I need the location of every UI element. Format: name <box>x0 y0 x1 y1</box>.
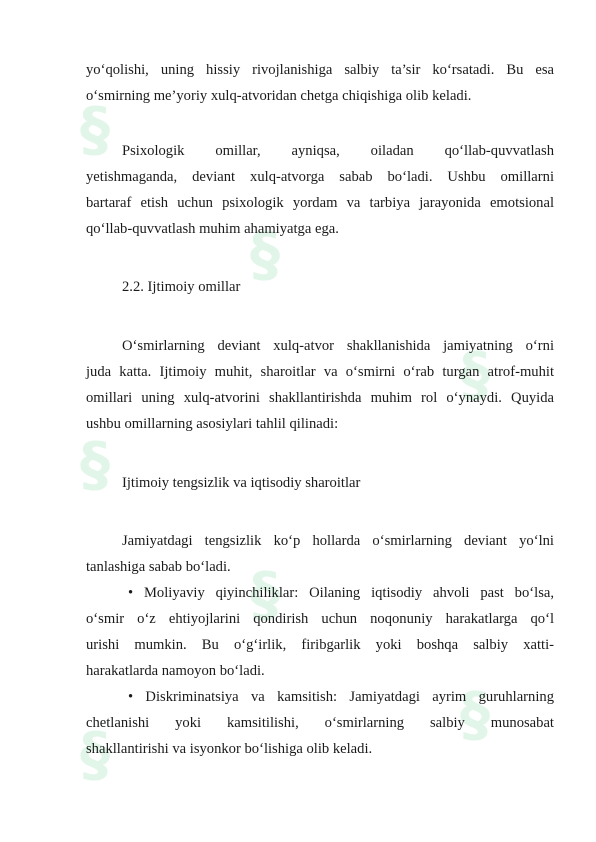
text-line: ushbu omillarning asosiylari tahlil qilinadi: <box>86 416 339 432</box>
text-line: urishi mumkin. Bu o‘g‘irlik, firibgarlik yoki boshqa salbiy xatti- <box>86 637 554 653</box>
bullet-item-discrimination <box>86 684 554 762</box>
watermark-logo-icon: § <box>80 95 110 165</box>
paragraph-2 <box>86 138 554 242</box>
text-line: Jamiyatdagi tengsizlik ko‘p hollarda o‘smirlarning deviant yo‘lni <box>122 533 554 549</box>
text-line: chetlanishi yoki kamsitilishi, o‘smirlarning salbiy munosabat <box>86 715 554 731</box>
text-line: • Moliyaviy qiyinchiliklar: Oilaning iqtisodiy ahvoli past bo‘lsa, <box>128 585 554 601</box>
text-line: qo‘llab-quvvatlash muhim ahamiyatga ega. <box>86 221 339 237</box>
watermark-logo-icon: § <box>460 340 490 410</box>
text-line: • Diskriminatsiya va kamsitish: Jamiyatdagi ayrim guruhlarning <box>128 689 554 705</box>
text-line: omillari uning xulq-atvorini shakllantirishda muhim rol o‘ynaydi. Quyida <box>86 390 554 406</box>
text-line: O‘smirlarning deviant xulq-atvor shakllanishida jamiyatning o‘rni <box>122 338 554 354</box>
section-heading <box>86 274 554 300</box>
bullet-item-financial <box>86 580 554 684</box>
paragraph-3 <box>86 333 554 437</box>
text-line: o‘smirning me’yoriy xulq-atvoridan chetga chiqishiga olib keladi. <box>86 88 472 104</box>
paragraph-1 <box>86 57 554 109</box>
text-line: yetishmaganda, deviant xulq-atvorga sabab bo‘ladi. Ushbu omillarni <box>86 169 554 185</box>
text-line: tanlashiga sabab bo‘ladi. <box>86 559 231 575</box>
text-line: Psixologik omillar, ayniqsa, oiladan qo‘llab-quvvatlash <box>122 143 554 159</box>
text-line: juda katta. Ijtimoiy muhit, sharoitlar va o‘smirni o‘rab turgan atrof-muhit <box>86 364 554 380</box>
watermark-logo-icon: § <box>250 220 280 290</box>
paragraph-4 <box>86 528 554 580</box>
subsection-heading <box>86 470 554 496</box>
watermark-logo-icon: § <box>80 720 110 790</box>
text-line: yo‘qolishi, uning hissiy rivojlanishiga salbiy ta’sir ko‘rsatadi. Bu esa <box>86 62 554 78</box>
section-heading-text: 2.2. Ijtimoiy omillar <box>122 279 241 295</box>
text-line: shakllantirishi va isyonkor bo‘lishiga olib keladi. <box>86 741 373 757</box>
watermark-logo-icon: § <box>460 680 490 750</box>
watermark-logo-icon: § <box>250 560 280 630</box>
text-line: harakatlarda namoyon bo‘ladi. <box>86 663 265 679</box>
text-line: o‘smir o‘z ehtiyojlarini qondirish uchun noqonuniy harakatlarga qo‘l <box>86 611 554 627</box>
subsection-heading-text: Ijtimoiy tengsizlik va iqtisodiy sharoitlar <box>122 475 361 491</box>
text-line: bartaraf etish uchun psixologik yordam va tarbiya jarayonida emotsional <box>86 195 554 211</box>
watermark-logo-icon: § <box>80 430 110 500</box>
